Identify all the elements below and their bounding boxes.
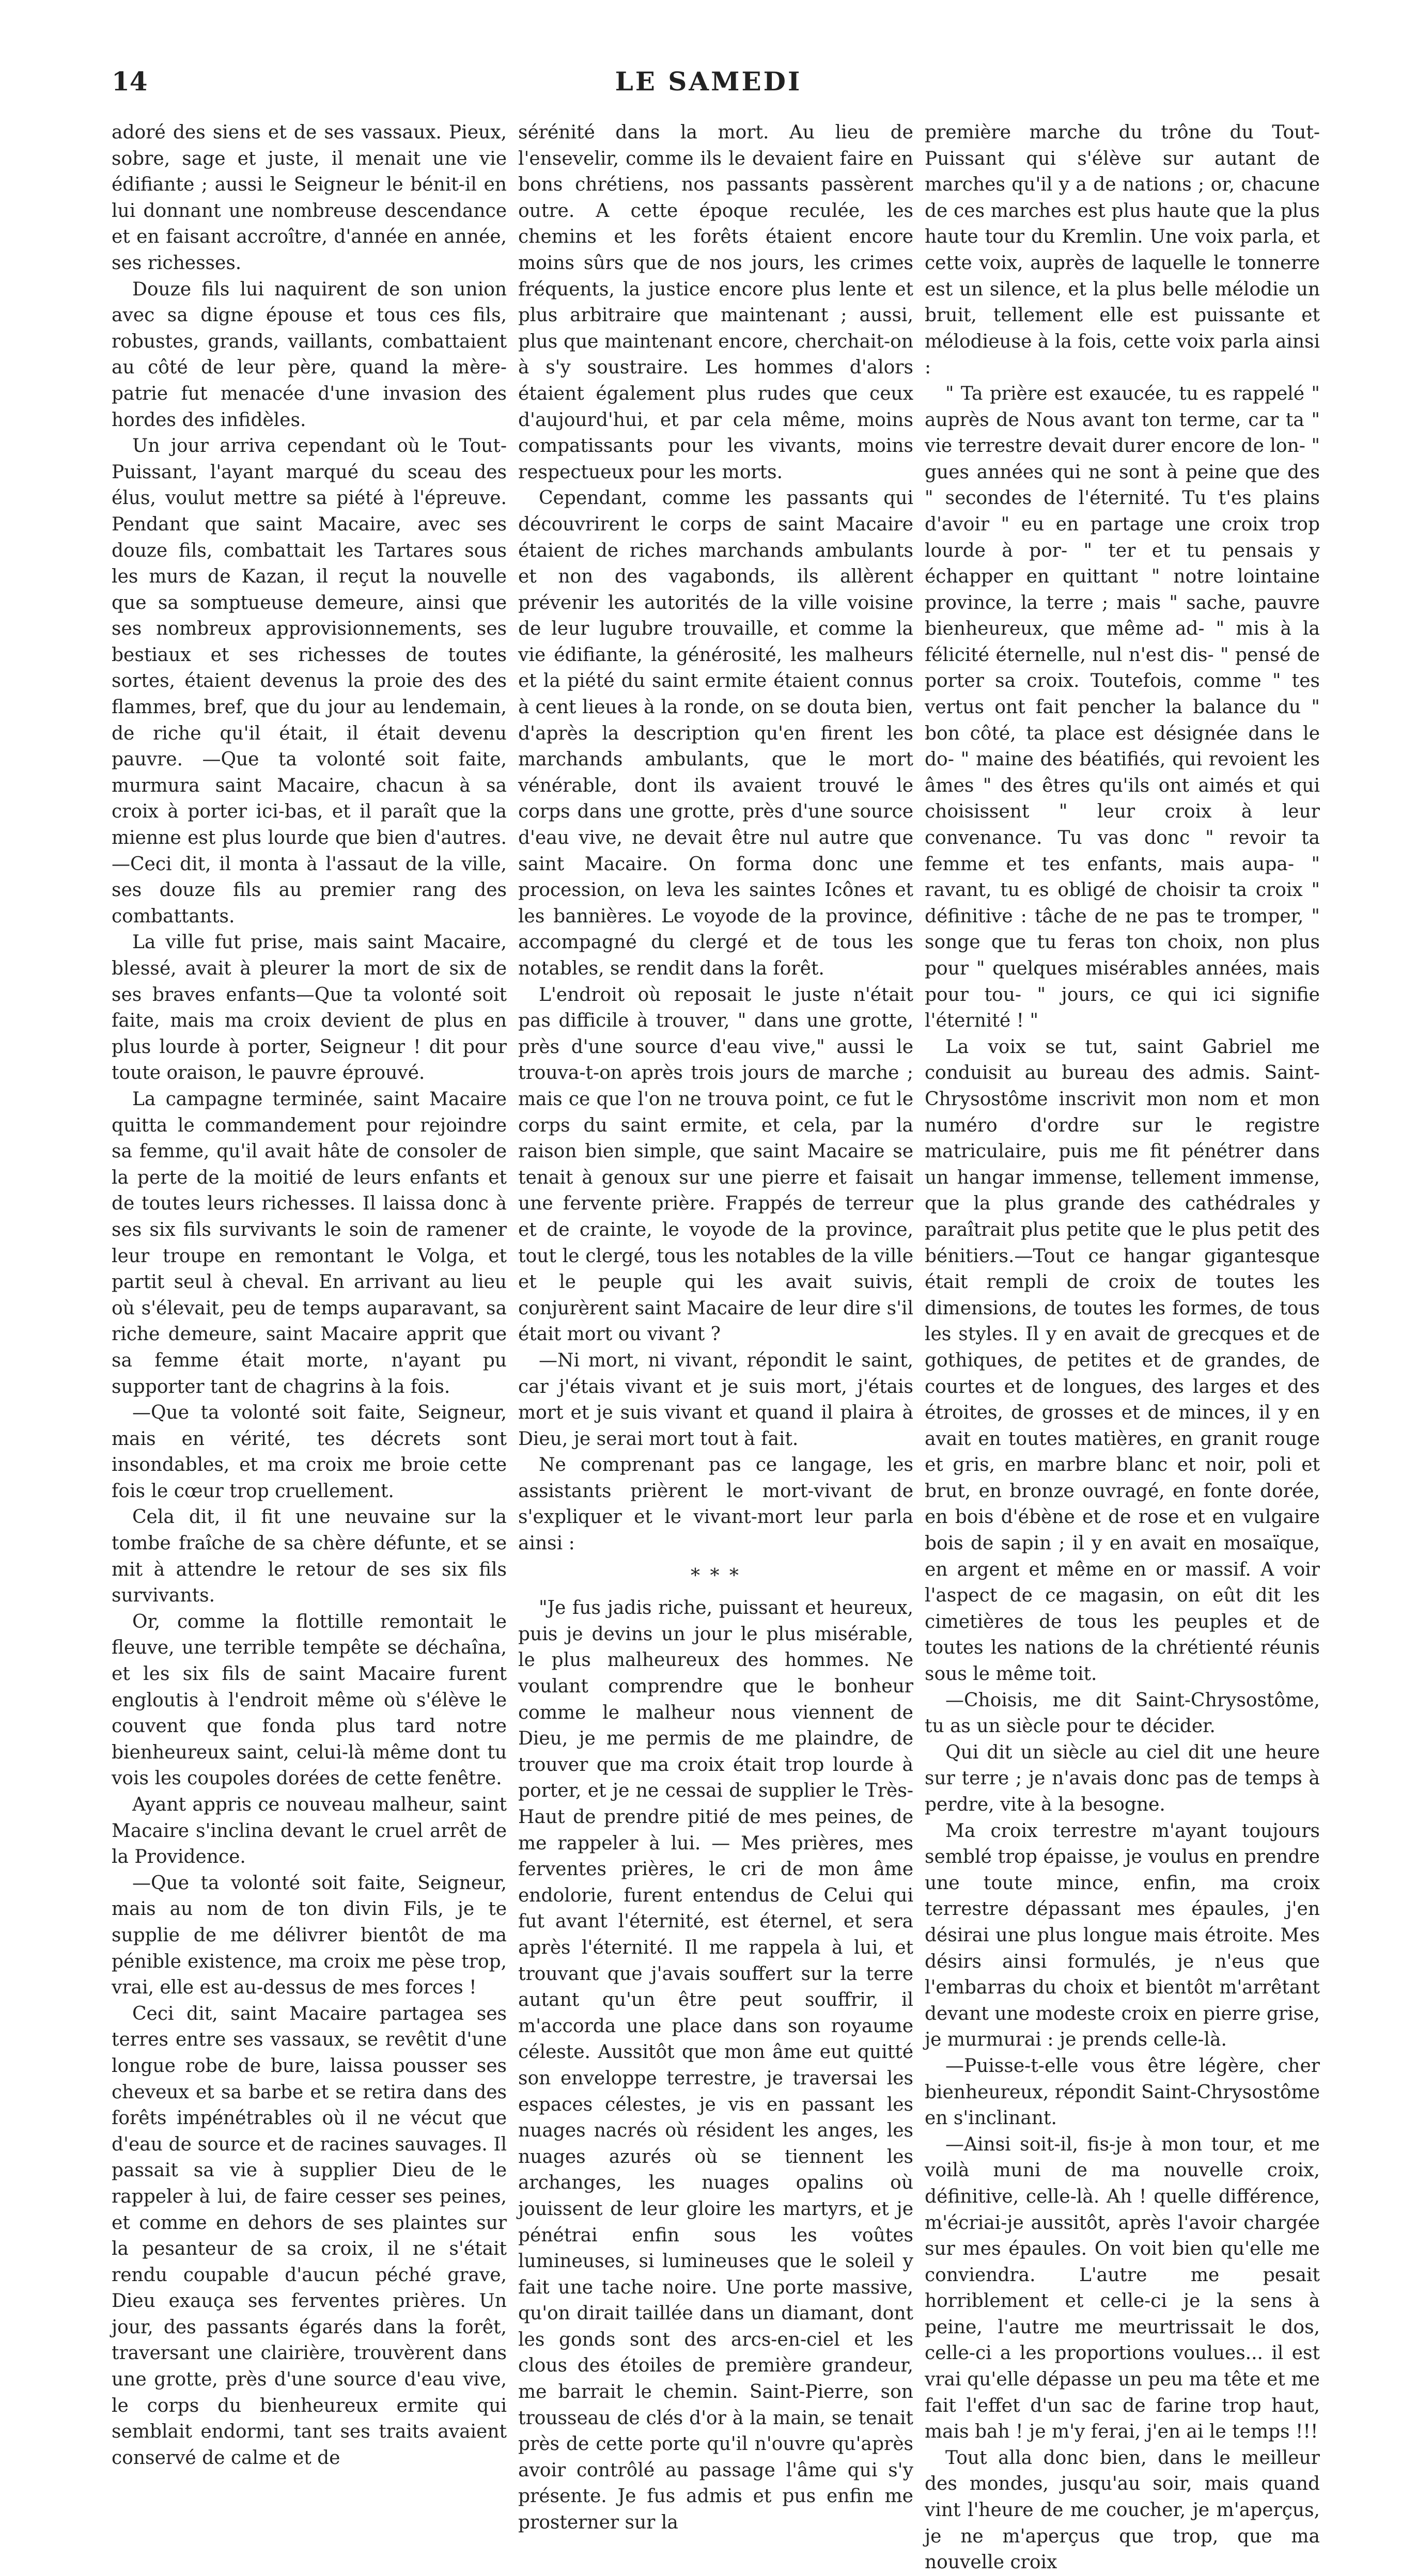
text-column-2 (518, 120, 913, 2534)
paragraph: Douze fils lui naquirent de son union avec sa digne épouse et tous ces fils, robustes, grands, vaillants, combattaient au côté de leur père, quand la mère-patrie fut menacée d'une invasion des hordes des infidèles. (112, 278, 507, 431)
paragraph: —Puisse-t-elle vous être légère, cher bienheureux, répondit Saint-Chrysostôme en s'inclinant. (925, 2055, 1320, 2129)
paragraph: La voix se tut, saint Gabriel me conduisit au bureau des admis. Saint-Chrysostôme inscrivit mon nom et mon numéro d'ordre sur le registre matriculaire, puis me fit pénétrer dans un hangar immense, tellement immense, que la plus grande des cathédrales y paraîtrait plus petite que le plus petit des bénitiers.—Tout ce hangar gigantesque était rempli de croix de toutes les dimensions, de toutes les formes, de tous les styles. Il y en avait de grecques et de gothiques, de petites et de grandes, de courtes et de longues, des larges et des étroites, de grosses et de minces, il y en avait en toutes matières, en granit rouge et gris, en marbre blanc et noir, poli et brut, en bronze ouvragé, en fonte dorée, en bois d'ébène et de rose et en vulgaire bois de sapin ; il y en avait en mosaïque, en argent et même en or massif. A voir l'aspect de ce magasin, on eût dit les cimetières de tous les peuples et de toutes les nations de la chrétienté réunis sous le même toit. (925, 1036, 1320, 1685)
paragraph: première marche du trône du Tout-Puissant qui s'élève sur autant de marches qu'il y a de nations ; or, chacune de ces marches est plus haute que la plus haute tour du Kremlin. Une voix parla, et cette voix, auprès de laquelle le tonnerre est un silence, et la plus belle mélodie un bruit, tellement elle est puissante et mélodieuse à la fois, cette voix parla ainsi : (925, 122, 1320, 379)
text-column-3 (925, 120, 1320, 2573)
paragraph: Cependant, comme les passants qui découvrirent le corps de saint Macaire étaient de riches marchands ambulants et non des vagabonds, ils allèrent prévenir les autorités de la ville voisine de leur lugubre trouvaille, et comme la vie édifiante, la générosité, les malheurs et la piété du saint ermite étaient connus à cent lieues à la ronde, on se douta bien, d'après la description qu'en firent les marchands ambulants, que le mort vénérable, dont ils avaient trouvé le corps dans une grotte, près d'une source d'eau vive, ne devait être nul autre que saint Macaire. On forma donc une procession, on leva les saintes Icônes et les bannières. Le voyode de la province, accompagné du clergé et de tous les notables, se rendit dans la forêt. (518, 488, 913, 979)
paragraph: Qui dit un siècle au ciel dit une heure sur terre ; je n'avais donc pas de temps à perdre, vite à la besogne. (925, 1741, 1320, 1815)
paragraph: —Ainsi soit-il, fis-je à mon tour, et me voilà muni de ma nouvelle croix, définitive, celle-là. Ah ! quelle différence, m'écriai-je aussitôt, après l'avoir chargée sur mes épaules. On voit bien qu'elle me conviendra. L'autre me pesait horriblement et celle-ci je la sens à peine, l'autre me meurtrissait le dos, celle-ci a les proportions voulues... il est vrai qu'elle dépasse un peu ma tête et me fait l'effet d'un sac de farine trop haut, mais bah ! je m'y ferai, j'en ai le temps !!! (925, 2133, 1320, 2443)
paragraph: —Que ta volonté soit faite, Seigneur, mais au nom de ton divin Fils, je te supplie de me délivrer bientôt de ma pénible existence, ma croix me pèse trop, vrai, elle est au-dessus de mes forces ! (112, 1872, 507, 1999)
paragraph: adoré des siens et de ses vassaux. Pieux, sobre, sage et juste, il menait une vie édifiante ; aussi le Seigneur le bénit-il en lui donnant une nombreuse descendance et en faisant accroître, d'année en année, ses richesses. (112, 122, 507, 274)
paragraph: La campagne terminée, saint Macaire quitta le commandement pour rejoindre sa femme, qu'il avait hâte de consoler de la perte de la moitié de leurs enfants et de toutes leurs richesses. Il laissa donc à ses six fils survivants le soin de ramener leur troupe en remontant le Volga, et partit seul à cheval. En arrivant au lieu où s'élevait, peu de temps auparavant, sa riche demeure, saint Macaire apprit que sa femme était morte, n'ayant pu supporter tant de chagrins à la fois. (112, 1088, 507, 1397)
paragraph: Cela dit, il fit une neuvaine sur la tombe fraîche de sa chère défunte, et se mit à attendre le retour de ses six fils survivants. (112, 1506, 507, 1607)
paragraph: —Que ta volonté soit faite, Seigneur, mais en vérité, tes décrets sont insondables, et ma croix me broie cette fois le cœur trop cruellement. (112, 1402, 507, 1502)
paragraph: Ceci dit, saint Macaire partagea ses terres entre ses vassaux, se revêtit d'une longue robe de bure, laissa pousser ses cheveux et sa barbe et se retira dans des forêts impénétrables où il ne vécut que d'eau de source et de racines sauvages. Il passait sa vie à supplier Dieu de le rappeler à lui, de faire cesser ses peines, et comme en dehors de ses plaintes sur la pesanteur de sa croix, il ne s'était rendu coupable d'aucun péché grave, Dieu exauça ses ferventes prières. Un jour, des passants égarés dans la forêt, traversant une clairière, trouvèrent dans une grotte, près d'une source d'eau vive, le corps du bienheureux ermite qui semblait endormi, tant ses traits avaient conservé de calme et de (112, 2003, 507, 2469)
paragraph: "Je fus jadis riche, puissant et heureux, puis je devins un jour le plus misérable, le plus malheureux des hommes. Ne voulant comprendre que le bonheur comme le malheur nous viennent de Dieu, je me permis de me plaindre, de trouver que ma croix était trop lourde à porter, et je ne cessai de supplier le Très-Haut de prendre pitié de mes peines, de me rappeler à lui. — Mes prières, mes ferventes prières, le cri de mon âme endolorie, furent entendus de Celui qui fut avant l'éternité, est éternel, et sera après l'éternité. Il me rappela à lui, et trouvant que j'avais souffert sur la terre autant qu'un être peut souffrir, il m'accorda une place dans son royaume céleste. Aussitôt que mon âme eut quitté son enveloppe terrestre, je traversai les espaces célestes, je vis en passant les nuages nacrés où résident les anges, les nuages azurés où se tiennent les archanges, les nuages opalins où jouissent de leur gloire les martyrs, et je pénétrai enfin sous les voûtes lumineuses, si lumineuses que le soleil y fait une tache noire. Une porte massive, qu'on dirait taillée dans un diamant, dont les gonds sont des arcs-en-ciel et les clous des étoiles de première grandeur, me barrait le chemin. Saint-Pierre, son trousseau de clés d'or à la main, se tenait près de cette porte qu'il n'ouvre qu'après avoir contrôlé au passage l'âme qui s'y présente. Je fus admis et pus enfin me prosterner sur la (518, 1597, 913, 2534)
text-column-1 (112, 120, 507, 2469)
paragraph: Ne comprenant pas ce langage, les assistants prièrent le mort-vivant de s'expliquer et le vivant-mort leur parla ainsi : (518, 1454, 913, 1554)
paragraph: L'endroit où reposait le juste n'était pas difficile à trouver, " dans une grotte, près d'une source d'eau vive," aussi le trouva-t-on après trois jours de marche ; mais ce que l'on ne trouva point, ce fut le corps du saint ermite, et cela, par la raison bien simple, que saint Macaire se tenait à genoux sur une pierre et faisait une fervente prière. Frappés de terreur et de crainte, le voyode de la province, tout le clergé, tous les notables de la ville et le peuple qui les avait suivis, conjurèrent saint Macaire de leur dire s'il était mort ou vivant ? (518, 984, 913, 1345)
paragraph: La ville fut prise, mais saint Macaire, blessé, avait à pleurer la mort de six de ses braves enfants—Que ta volonté soit faite, mais ma croix devient de plus en plus lourde à porter, Seigneur ! dit pour toute oraison, le pauvre éprouvé. (112, 932, 507, 1084)
paragraph: Tout alla donc bien, dans le meilleur des mondes, jusqu'au soir, mais quand vint l'heure de me coucher, je m'aperçus, je ne m'aperçus que trop, que ma nouvelle croix (925, 2447, 1320, 2573)
paragraph: Or, comme la flottille remontait le fleuve, une terrible tempête se déchaîna, et les six fils de saint Macaire furent engloutis à l'endroit même où s'élève le couvent que fonda plus tard notre bienheureux saint, celui-là même dont tu vois les coupoles dorées de cette fenêtre. (112, 1611, 507, 1789)
paragraph: Ayant appris ce nouveau malheur, saint Macaire s'inclina devant le cruel arrêt de la Providence. (112, 1794, 507, 1868)
paragraph: —Choisis, me dit Saint-Chrysostôme, tu as un siècle pour te décider. (925, 1689, 1320, 1737)
page-number: 14 (112, 66, 148, 97)
paragraph: Un jour arriva cependant où le Tout-Puissant, l'ayant marqué du sceau des élus, voulut mettre sa piété à l'épreuve. Pendant que saint Macaire, avec ses douze fils, combattait les Tartares sous les murs de Kazan, il reçut la nouvelle que sa somptueuse demeure, ainsi que ses nombreux approvisionnements, ses bestiaux et ses richesses de toutes sortes, étaient devenus la proie des des flammes, bref, que du jour au lendemain, de riche qu'il était, il était devenu pauvre. —Que ta volonté soit faite, murmura saint Macaire, chacun à sa croix à porter ici-bas, et il paraît que la mienne est plus lourde que bien d'autres.—Ceci dit, il monta à l'assaut de la ville, ses douze fils au premier rang des combattants. (112, 435, 507, 927)
paragraph: Ma croix terrestre m'ayant toujours semblé trop épaisse, je voulus en prendre une toute mince, enfin, ma croix terrestre dépassant mes épaules, j'en désirai une plus longue mais étroite. Mes désirs ainsi formulés, je n'eus que l'embarras du choix et bientôt m'arrêtant devant une modeste croix en pierre grise, je murmurai : je prends celle-là. (925, 1820, 1320, 2051)
paragraph: —Ni mort, ni vivant, répondit le saint, car j'étais vivant et je suis mort, j'étais mort et je suis vivant et quand il plaira à Dieu, je serai mort tout à fait. (518, 1349, 913, 1450)
paragraph: sérénité dans la mort. Au lieu de l'ensevelir, comme ils le devaient faire en bons chrétiens, nos passants passèrent outre. A cette époque reculée, les chemins et les forêts étaient encore moins sûrs que de nos jours, les crimes fréquents, la justice encore plus lente et plus arbitraire que maintenant ; aussi, plus que maintenant encore, cherchait-on à s'y soustraire. Les hommes d'alors étaient également plus rudes que ceux d'aujourd'hui, et par cela même, moins compatissants pour les vivants, moins respectueux pour les morts. (518, 122, 913, 483)
running-head: LE SAMEDI (615, 66, 802, 97)
paragraph: " Ta prière est exaucée, tu es rappelé " auprès de Nous avant ton terme, car ta " vie terrestre devait durer encore de lon- " gues années qui ne sont à peine que des " secondes de l'éternité. Tu t'es plains d'avoir " eu en partage une croix trop lourde à por- " ter et tu pensais y échapper en quittant " notre lointaine province, la terre ; mais " sache, pauvre bienheureux, que même ad- " mis à la félicité éternelle, nul n'est dis- " pensé de porter sa croix. Toutefois, comme " tes vertus ont fait pencher la balance du " bon côté, ta place est désignée dans le do- " maine des béatifiés, qui revoient les âmes " des êtres qu'ils ont aimés et qui choisissent " leur croix à leur convenance. Tu vas donc " revoir ta femme et tes enfants, mais aupa- " ravant, tu es obligé de choisir ta croix " définitive : tâche de ne pas te tromper, " songe que tu feras ton choix, non plus pour " quelques misérables années, mais pour tou- " jours, ce qui ici signifie l'éternité ! " (925, 383, 1320, 1032)
section-separator: * * * (691, 1565, 741, 1587)
